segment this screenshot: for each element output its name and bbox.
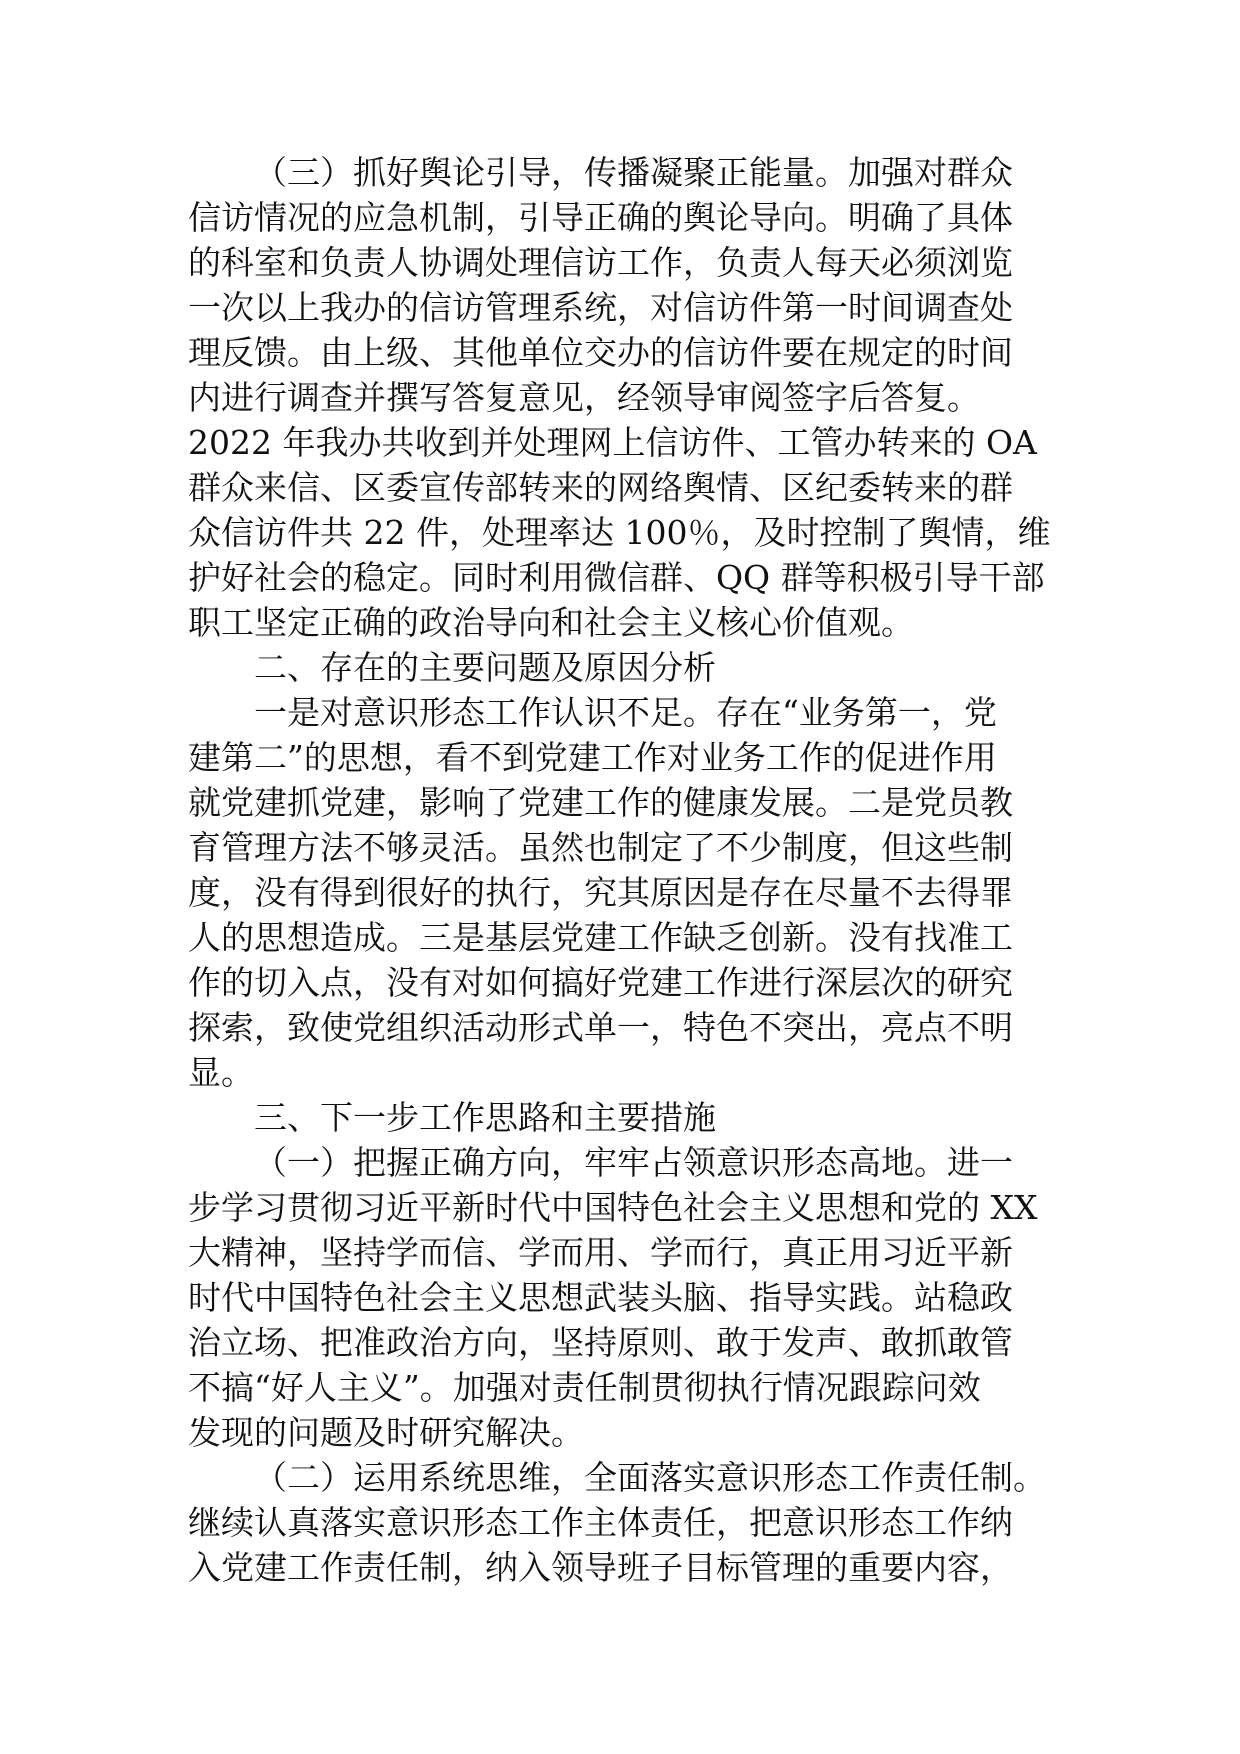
text-line: 二、存在的主要问题及原因分析: [254, 648, 716, 687]
text-line: （一）把握正确方向，牢牢占领意识形态高地。进一: [254, 1143, 1013, 1182]
text-line: 大精神，坚持学而信、学而用、学而行，真正用习近平新: [188, 1233, 1013, 1272]
text-line: 信访情况的应急机制，引导正确的舆论导向。明确了具体: [188, 198, 1013, 237]
text-line: 职工坚定正确的政治导向和社会主义核心价值观。: [188, 603, 914, 642]
text-line: 治立场、把准政治方向，坚持原则、敢于发声、敢抓敢管: [188, 1323, 1013, 1362]
text-line: 就党建抓党建，影响了党建工作的健康发展。二是党员教: [188, 783, 1013, 822]
text-line: 度，没有得到很好的执行，究其原因是存在尽量不去得罪: [188, 873, 1013, 912]
text-line: 2022 年我办共收到并处理网上信访件、工管办转来的 OA: [188, 423, 1037, 462]
text-line: 探索，致使党组织活动形式单一，特色不突出，亮点不明: [188, 1008, 1013, 1047]
text-line: 继续认真落实意识形态工作主体责任，把意识形态工作纳: [188, 1503, 1013, 1542]
text-line: 的科室和负责人协调处理信访工作，负责人每天必须浏览: [188, 243, 1013, 282]
text-line: 不搞“好人主义”。加强对责任制贯彻执行情况跟踪问效: [188, 1368, 981, 1407]
text-line: 时代中国特色社会主义思想武装头脑、指导实践。站稳政: [188, 1278, 1013, 1317]
text-line: 护好社会的稳定。同时利用微信群、QQ 群等积极引导干部: [188, 558, 1045, 597]
text-line: 入党建工作责任制，纳入领导班子目标管理的重要内容，: [188, 1548, 1013, 1587]
text-line: 育管理方法不够灵活。虽然也制定了不少制度，但这些制: [188, 828, 1013, 867]
text-line: 一是对意识形态工作认识不足。存在“业务第一，党: [254, 693, 997, 732]
text-line: （三）抓好舆论引导，传播凝聚正能量。加强对群众: [254, 153, 1013, 192]
text-line: 步学习贯彻习近平新时代中国特色社会主义思想和党的 XX: [188, 1188, 1038, 1227]
text-line: 理反馈。由上级、其他单位交办的信访件要在规定的时间: [188, 333, 1013, 372]
text-line: 作的切入点，没有对如何搞好党建工作进行深层次的研究: [188, 963, 1013, 1002]
text-line: （二）运用系统思维，全面落实意识形态工作责任制。: [254, 1458, 1046, 1497]
text-line: 内进行调查并撰写答复意见，经领导审阅签字后答复。: [188, 378, 980, 417]
text-line: 建第二”的思想，看不到党建工作对业务工作的促进作用: [188, 738, 997, 777]
text-line: 人的思想造成。三是基层党建工作缺乏创新。没有找准工: [188, 918, 1013, 957]
text-line: 显。: [188, 1053, 254, 1092]
text-line: 群众来信、区委宣传部转来的网络舆情、区纪委转来的群: [188, 468, 1013, 507]
text-line: 发现的问题及时研究解决。: [188, 1413, 584, 1452]
text-line: 一次以上我办的信访管理系统，对信访件第一时间调查处: [188, 288, 1013, 327]
document-body: [188, 150, 1058, 1590]
text-line: 众信访件共 22 件，处理率达 100％，及时控制了舆情，维: [188, 513, 1051, 552]
text-line: 三、下一步工作思路和主要措施: [254, 1098, 716, 1137]
